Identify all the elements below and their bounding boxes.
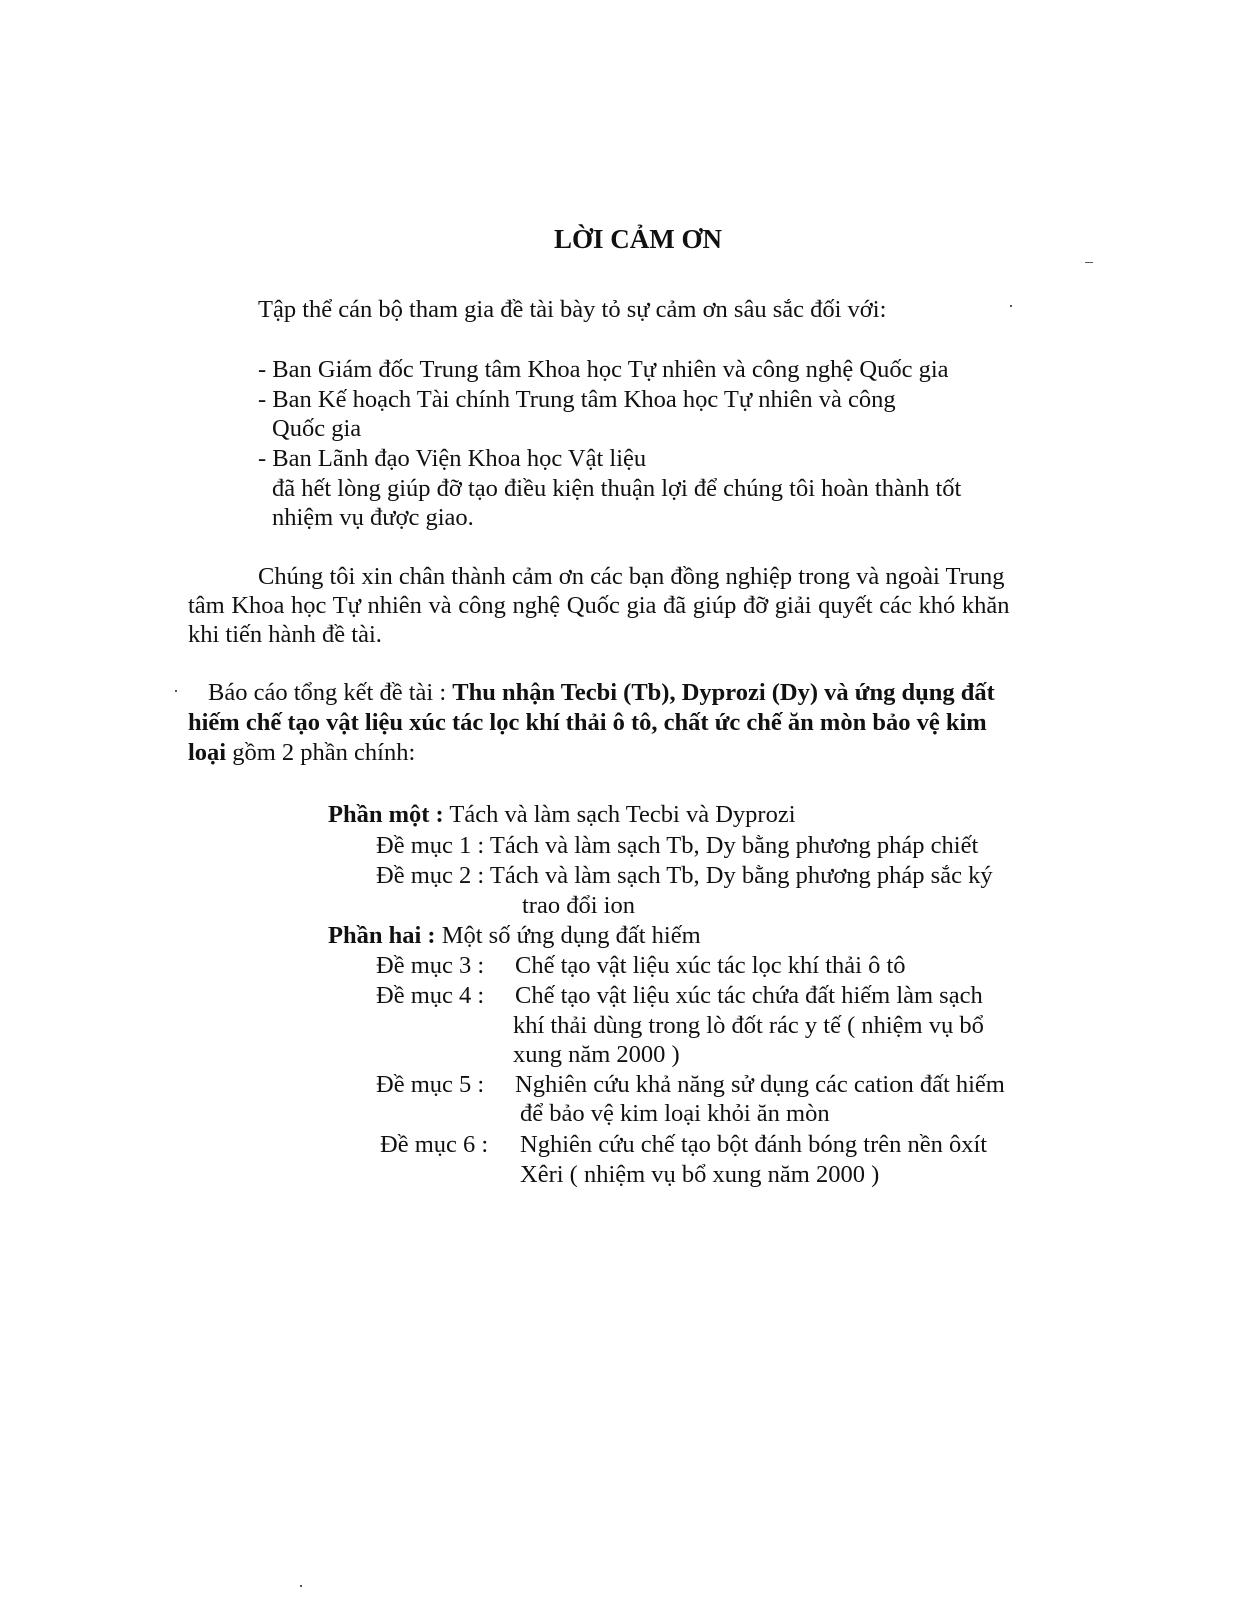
part-two-label: Phần hai : [328, 922, 436, 949]
part-one [328, 800, 796, 830]
thanks-line: khi tiến hành đề tài. [188, 621, 382, 648]
part-two-text: Một số ứng dụng đất hiếm [435, 922, 701, 949]
section-item-5-cont: để bảo vệ kim loại khỏi ăn mòn [520, 1100, 830, 1127]
section-item-4-text: Chế tạo vật liệu xúc tác chứa đất hiếm làm sạch [515, 982, 983, 1009]
section-item-2: Đề mục 2 : Tách và làm sạch Tb, Dy bằng phương pháp sắc ký [376, 862, 993, 889]
section-item-2-cont: trao đổi ion [522, 892, 635, 919]
section-item-5-label: Đề mục 5 : [376, 1071, 485, 1098]
section-item-4-cont: khí thải dùng trong lò đốt rác y tế ( nhiệm vụ bổ [513, 1012, 984, 1039]
section-item-3-label: Đề mục 3 : [376, 952, 485, 979]
section-item-6-text: Nghiên cứu chế tạo bột đánh bóng trên nền ôxít [520, 1131, 988, 1158]
section-item-6-cont: Xêri ( nhiệm vụ bổ xung năm 2000 ) [520, 1161, 880, 1188]
section-item-1: Đề mục 1 : Tách và làm sạch Tb, Dy bằng phương pháp chiết [376, 832, 979, 859]
bullet-item: - Ban Kế hoạch Tài chính Trung tâm Khoa học Tự nhiên và công [258, 386, 896, 413]
report-tail: gồm 2 phần chính: [226, 739, 416, 766]
section-item-5-text: Nghiên cứu khả năng sử dụng các cation đất hiếm [515, 1071, 1005, 1098]
scan-speck [175, 690, 177, 692]
part-one-text: Tách và làm sạch Tecbi và Dyprozi [443, 801, 796, 828]
bullet-item-continuation: Quốc gia [272, 415, 362, 442]
section-item-4-cont: xung năm 2000 ) [513, 1041, 680, 1068]
bullet-item: - Ban Lãnh đạo Viện Khoa học Vật liệu [258, 445, 647, 472]
report-line [188, 738, 415, 768]
report-title: hiếm chế tạo vật liệu xúc tác lọc khí thải ô tô, chất ức chế ăn mòn bảo vệ kim [188, 709, 987, 736]
part-two [328, 921, 701, 951]
thanks-line: tâm Khoa học Tự nhiên và công nghệ Quốc gia đã giúp đỡ giải quyết các khó khăn [188, 592, 1010, 619]
report-line [208, 678, 995, 708]
report-title: loại [188, 739, 227, 766]
bullet-conclusion: nhiệm vụ được giao. [272, 504, 474, 531]
page-title: LỜI CẢM ƠN [554, 224, 722, 254]
bullet-conclusion: đã hết lòng giúp đỡ tạo điều kiện thuận lợi để chúng tôi hoàn thành tốt [272, 475, 962, 502]
thanks-line: Chúng tôi xin chân thành cảm ơn các bạn đồng nghiệp trong và ngoài Trung [258, 563, 1005, 590]
scan-speck [300, 1585, 302, 1587]
section-item-3-text: Chế tạo vật liệu xúc tác lọc khí thải ô tô [515, 952, 906, 979]
scan-speck [1010, 305, 1012, 307]
section-item-4-label: Đề mục 4 : [376, 982, 485, 1009]
report-line [188, 708, 987, 738]
scan-speck [1085, 262, 1093, 263]
intro-text: Tập thể cán bộ tham gia đề tài bày tỏ sự cảm ơn sâu sắc đối với: [258, 296, 887, 323]
report-title: Thu nhận Tecbi (Tb), Dyprozi (Dy) và ứng dụng đất [452, 679, 995, 706]
part-one-label: Phần một : [328, 801, 444, 828]
section-item-6-label: Đề mục 6 : [380, 1131, 489, 1158]
report-lead: Báo cáo tổng kết đề tài : [208, 679, 453, 706]
bullet-item: - Ban Giám đốc Trung tâm Khoa học Tự nhiên và công nghệ Quốc gia [258, 356, 949, 383]
